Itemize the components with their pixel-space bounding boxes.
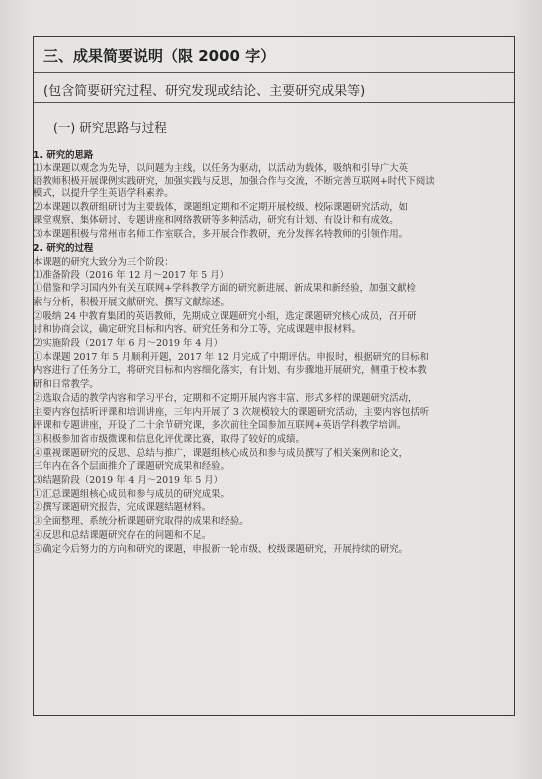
- body-line: ⑤确定今后努力的方向和研究的课题，申报新一轮市级、校级课题研究，开展持续的研究。: [33, 544, 409, 555]
- body-line: 本课题的研究大致分为三个阶段：: [33, 257, 174, 268]
- body-line: ①本课题 2017 年 5 月顺利开题，2017 年 12 月完成了中期评估。申报时，根据研究的目标和: [33, 352, 429, 363]
- body-line: 三年内在各个层面推介了课题研究成果和经验。: [33, 461, 230, 472]
- body-line: ③全面整理、系统分析课题研究取得的成果和经验。: [33, 516, 249, 527]
- body-line: ⑴本课题以观念为先导，以问题为主线，以任务为驱动，以活动为载体，吸纳和引导广大英: [33, 163, 409, 174]
- body-line: ①汇总课题组核心成员和参与成员的研究成果。: [33, 489, 230, 500]
- body-line: 索与分析，积极开展文献研究、撰写文献综述。: [33, 297, 230, 308]
- body-line: ⑵本课题以教研组研讨为主要载体，课题组定期和不定期开展校级、校际课题研究活动，如: [33, 202, 409, 213]
- body-line: ④反思和总结课题研究存在的问题和不足。: [33, 530, 212, 541]
- body-line: 模式，以提升学生英语学科素养。: [33, 188, 174, 199]
- body-line: ⑴准备阶段（2016 年 12 月～2017 年 5 月）: [33, 270, 229, 281]
- section-heading: 三、成果简要说明（限 2000 字）: [34, 37, 514, 73]
- body-heading: 2. 研究的过程: [33, 243, 94, 254]
- body-line: 评课和专题讲座，开设了二十余节研究课，多次前往全国参加互联网+英语学科教学培训。: [33, 420, 407, 431]
- body-line: ③积极参加省市级微课和信息化评优课比赛，取得了较好的成绩。: [33, 434, 305, 445]
- body-line: ⑶本课题积极与常州市名师工作室联合，多开展合作教研，充分发挥名特教师的引领作用。: [33, 229, 409, 240]
- body-line: ②撰写课题研究报告，完成课题结题材料。: [33, 502, 212, 513]
- body-line: 讨和协商会议，确定研究目标和内容、研究任务和分工等，完成课题申报材料。: [33, 324, 362, 335]
- body-line: ⑵实施阶段（2017 年 6 月～2019 年 4 月）: [33, 338, 224, 349]
- section-subheading: (包含简要研究过程、研究发现或结论、主要研究成果等): [34, 73, 514, 103]
- body-line: 内容进行了任务分工，将研究目标和内容细化落实，有计划、有步骤地开展研究，侧重于校本教: [33, 365, 427, 376]
- body-line: 主要内容包括听评课和培训讲座，三年内开展了 3 次规模较大的课题研究活动，主要内容包括听: [33, 407, 430, 418]
- body-line: 语教师积极开展课例实践研究，加强实践与反思，加强合作与交流，不断完善互联网+时代下阅读: [33, 176, 435, 187]
- body-line: ①借鉴和学习国内外有关互联网+学科教学方面的研究新进展、新成果和新经验，加强文献检: [33, 283, 416, 294]
- body-text: [30, 104, 470, 564]
- body-line: 课堂观察、集体研讨、专题讲座和网络教研等多种活动，研究有计划、有设计和有成效。: [33, 215, 399, 226]
- body-line: ④重视课题研究的反思、总结与推广，课题组核心成员和参与成员撰写了相关案例和论文，: [33, 448, 409, 459]
- subsection-title: (一) 研究思路与过程: [53, 120, 167, 135]
- body-line: 研和日常教学。: [33, 379, 99, 390]
- body-heading: 1. 研究的思路: [33, 150, 94, 161]
- body-line: ②选取合适的教学内容和学习平台，定期和不定期开展内容丰富、形式多样的课题研究活动，: [33, 393, 418, 404]
- body-line: ②吸纳 24 中教育集团的英语教师，先期成立课题研究小组，选定课题研究核心成员，召开研: [33, 311, 417, 322]
- body-line: ⑶结题阶段（2019 年 4 月～2019 年 5 月）: [33, 475, 224, 486]
